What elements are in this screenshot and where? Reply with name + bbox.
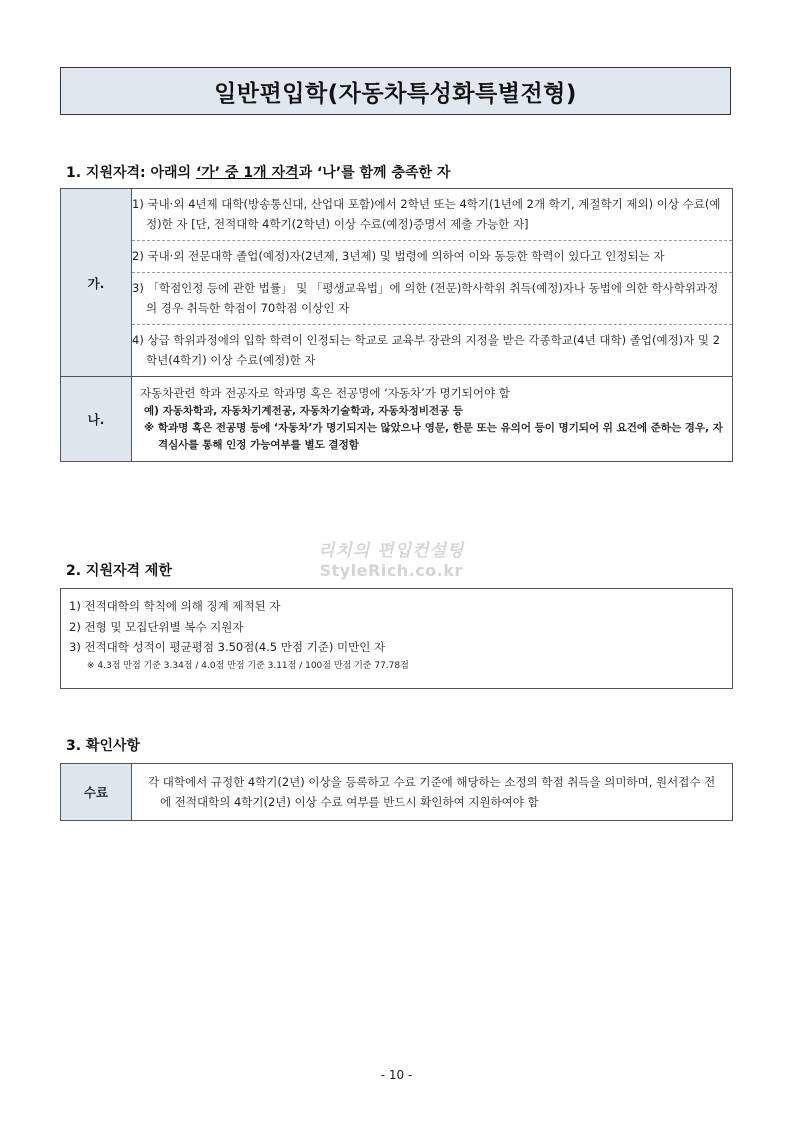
section1-heading-underlined: ‘가’ 중 1개 자격	[195, 165, 299, 181]
restriction-item-1: 1) 전적대학의 학칙에 의해 징계 제적된 자	[69, 599, 281, 613]
eligibility-row-ga	[61, 189, 733, 377]
watermark-line1: 리치의 편입컨설팅	[318, 541, 465, 561]
eligibility-row-na	[61, 377, 733, 462]
eligibility-na-note: ※ 학과명 혹은 전공명 등에 ‘자동차’가 명기되지는 않았으나 영문, 한문 또는 유의어 등이 명기되어 위 요건에 준하는 경우, 자격심사를 통해 인정 가능여부를 별도 결정함	[144, 422, 723, 451]
section3-heading: 3. 확인사항	[66, 738, 141, 754]
restriction-note: ※ 4.3점 만점 기준 3.34점 / 4.0점 만점 기준 3.11점 / 100점 만점 기준 77.78점	[87, 660, 409, 671]
confirmation-label: 수료	[61, 764, 132, 821]
confirmation-table	[60, 763, 733, 821]
restriction-box	[60, 588, 733, 689]
eligibility-cell-na	[132, 377, 733, 462]
watermark-line2: StyleRich.co.kr	[319, 561, 463, 580]
eligibility-label-ga: 가.	[61, 189, 132, 377]
eligibility-na-main: 자동차관련 학과 전공자로 학과명 혹은 전공명에 ‘자동차’가 명기되어야 함	[140, 386, 510, 400]
eligibility-ga-item-1: 1) 국내·외 4년제 대학(방송통신대, 산업대 포함)에서 2학년 또는 4학기(1년에 2개 학기, 계절학기 제외) 이상 수료(예정)한 자 [단, 전적대학 4학기(2학년) 이상 수료(예정)증명서 제출 가능한 자]	[132, 197, 721, 231]
eligibility-ga-item-4: 4) 상급 학위과정에의 입학 학력이 인정되는 학교로 교육부 장관의 지정을 받은 각종학교(4년 대학) 졸업(예정)자 및 2학년(4학기) 이상 수료(예정)한 자	[132, 324, 732, 376]
watermark	[318, 536, 464, 580]
restriction-item-3: 3) 전적대학 성적이 평균평점 3.50점(4.5 만점 기준) 미만인 자	[69, 640, 386, 654]
confirmation-text	[132, 764, 733, 821]
eligibility-label-na: 나.	[61, 377, 132, 462]
restriction-item-2: 2) 전형 및 모집단위별 복수 지원자	[69, 619, 244, 634]
section1-heading-suffix: 과 ‘나’를 함께 충족한 자	[298, 165, 451, 181]
confirmation-text-body: 각 대학에서 규정한 4학기(2년) 이상을 등록하고 수료 기준에 해당하는 소정의 학점 취득을 의미하며, 원서접수 전에 전적대학의 4학기(2년) 이상 수료 여부를 반드시 확인하여 지원하여야 함	[148, 774, 716, 809]
confirmation-row	[61, 764, 733, 821]
eligibility-na-example: 예) 자동차학과, 자동차기계전공, 자동차기술학과, 자동차정비전공 등	[144, 405, 464, 417]
page-number: - 10 -	[380, 1068, 413, 1082]
eligibility-table	[60, 188, 733, 462]
eligibility-cell-ga	[132, 189, 733, 377]
section1-heading-prefix: 1. 지원자격: 아래의	[66, 165, 196, 181]
section2-heading: 2. 지원자격 제한	[66, 563, 172, 579]
eligibility-ga-item-2: 2) 국내·외 전문대학 졸업(예정)자(2년제, 3년제) 및 법령에 의하여 이와 동등한 학력이 있다고 인정되는 자	[132, 240, 732, 272]
eligibility-ga-item-3: 3) 「학점인정 등에 관한 법률」 및 「평생교육법」에 의한 (전문)학사학위 취득(예정)자나 동법에 의한 학사학위과정의 경우 취득한 학점이 70학점 이상인 자	[132, 272, 732, 324]
section1-heading	[66, 162, 450, 182]
page-title: 일반편입학(자동차특성화특별전형)	[60, 67, 731, 115]
